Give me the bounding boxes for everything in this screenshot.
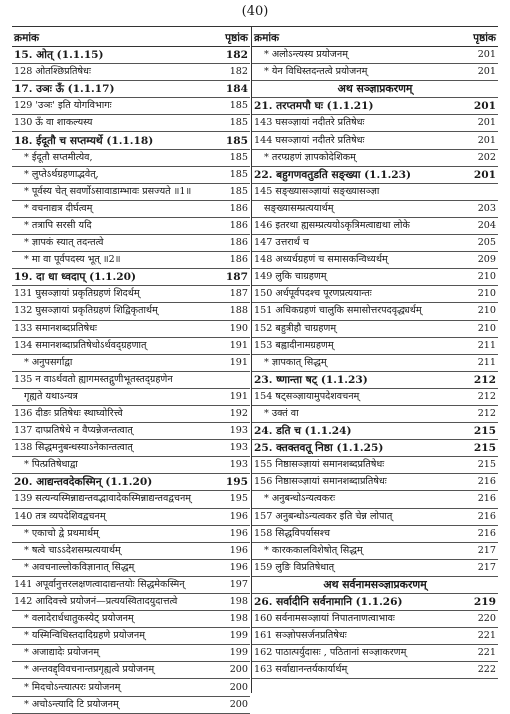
toc-row <box>252 526 498 543</box>
toc-entry-page: 193 <box>229 425 248 437</box>
toc-entry-text: * ज्ञापकात् सिद्धम् <box>264 356 327 368</box>
toc-entry-page: 191 <box>229 356 248 368</box>
toc-entry-page: 185 <box>229 151 248 163</box>
toc-entry-text: 20. आद्यन्तवदेकस्मिन् (1.1.20) <box>14 476 153 489</box>
toc-entry-text: 153 बह्वादीनामग्रहणम् <box>254 339 334 351</box>
toc-entry-text: 128 ओतश्छिप्रतिषेधः <box>14 66 91 78</box>
toc-entry-page: 182 <box>225 49 248 62</box>
toc-row <box>12 98 250 115</box>
toc-entry-page: 187 <box>229 288 248 300</box>
toc-row <box>252 440 498 457</box>
toc-row <box>12 321 250 338</box>
toc-entry-text: * अजाद्यादेः प्रयोजनम् <box>24 647 100 659</box>
toc-entry-page: 191 <box>229 339 248 351</box>
toc-entry-text: 132 घुसञ्ज्ञायां प्रकृतिग्रहणं शिद्विकृतार्थम् <box>14 305 158 317</box>
right-rows <box>252 47 498 679</box>
toc-entry-text: 162 पाठात्पर्युदासः , पठितानां सञ्ज्ञाकरणम् <box>254 647 407 659</box>
toc-entry-page: 186 <box>229 219 248 231</box>
toc-entry-page: 215 <box>477 459 496 471</box>
toc-entry-page: 210 <box>477 271 496 283</box>
toc-row <box>252 509 498 526</box>
toc-row <box>12 81 250 98</box>
toc-row <box>252 560 498 577</box>
section-banner-text: अथ सर्वनामसञ्ज्ञाप्रकरणम् <box>323 577 427 591</box>
toc-row <box>12 389 250 406</box>
toc-row <box>12 526 250 543</box>
left-header-serial: क्रमांक <box>14 32 40 44</box>
toc-entry-text: * अवचनाल्लोकविज्ञानात् सिद्धम् <box>24 561 135 573</box>
toc-entry-page: 187 <box>225 271 248 284</box>
toc-entry-page: 221 <box>477 630 496 642</box>
toc-row <box>12 303 250 320</box>
toc-row <box>12 440 250 457</box>
toc-entry-text: 137 दाप्प्रतिषेधे न वैप्यन्नेजन्तत्वात् <box>14 425 133 437</box>
toc-entry-page: 195 <box>225 476 248 489</box>
toc-entry-text: 25. क्तक्तवतू निष्ठा (1.1.25) <box>254 442 384 455</box>
toc-entry-text: 142 आदिवत्त्वे प्रयोजनं—प्रत्ययस्वितादयुदात्तत्वे <box>14 596 178 608</box>
toc-entry-text: * वचनाद्यत्र दीर्घत्वम् <box>24 202 93 214</box>
toc-entry-page: 201 <box>477 134 496 146</box>
toc-entry-text: 26. सर्वादीनि सर्वनामानि (1.1.26) <box>254 596 403 609</box>
toc-entry-page: 182 <box>229 66 248 78</box>
toc-entry-page: 188 <box>229 305 248 317</box>
toc-entry-text: * पित्प्रतिषेधाद्वा <box>24 459 78 471</box>
toc-entry-page: 220 <box>477 613 496 625</box>
toc-row <box>12 252 250 269</box>
toc-entry-page: 201 <box>473 168 496 181</box>
toc-row <box>252 47 498 64</box>
toc-entry-text: 139 सत्यन्यस्मिन्नाद्यन्तवद्भावादेकस्मिन्नाद्यन्तवद्वचनम् <box>14 493 192 505</box>
toc-entry-text: * लुप्तेऽर्थग्रहणाद्भवेत्, <box>24 168 99 180</box>
toc-entry-text: * पूर्वस्य चेत् सवर्णोऽसावाडाम्भावः प्रसज्यते ॥1॥ <box>24 185 192 197</box>
left-header <box>12 30 250 47</box>
toc-entry-text: * तरप्ग्रहणं ज्ञापकोदेशिकम् <box>264 151 356 163</box>
toc-entry-page: 221 <box>477 647 496 659</box>
toc-entry-text: 151 अधिकग्रहणं चालुकि समासोत्तरपदवृद्ध्यर्थम् <box>254 305 422 317</box>
toc-row <box>12 132 250 149</box>
toc-entry-page: 191 <box>229 390 248 402</box>
toc-entry-page: 186 <box>229 237 248 249</box>
toc-row <box>252 269 498 286</box>
toc-row <box>12 594 250 611</box>
toc-entry-text: 150 अर्धपूर्वपदश्च पूरणप्रत्ययान्तः <box>254 288 372 300</box>
toc-entry-text: 149 लुकि चाग्रहणम् <box>254 271 327 283</box>
toc-entry-text: 19. दा धा ध्वदाप् (1.1.20) <box>14 271 136 284</box>
right-column <box>252 30 498 693</box>
toc-entry-text: 146 इतरथा ह्यसम्प्रत्ययोऽकृत्रिमत्वाद्यथा लोके <box>254 219 410 231</box>
toc-row <box>12 679 250 696</box>
toc-row <box>252 628 498 645</box>
toc-row <box>252 167 498 184</box>
toc-entry-page: 201 <box>477 49 496 61</box>
toc-row <box>12 697 250 714</box>
toc-entry-page: 186 <box>229 202 248 214</box>
toc-entry-text: * अचोऽन्त्यादि टि प्रयोजनम् <box>24 698 119 710</box>
toc-row <box>12 47 250 64</box>
toc-entry-text: * यस्मिन्विधिस्तदादिग्रहणे प्रयोजनम् <box>24 630 145 642</box>
toc-row <box>252 303 498 320</box>
toc-row <box>12 115 250 132</box>
toc-entry-text: * अनुबन्धोऽन्यत्वकरः <box>264 493 336 505</box>
toc-entry-text: * अलोऽन्त्यस्य प्रयोजनम् <box>264 49 348 61</box>
toc-entry-text: 144 घसञ्ज्ञायां नदीतरे प्रतिषेधः <box>254 134 365 146</box>
top-rule <box>12 26 498 27</box>
toc-row <box>252 64 498 81</box>
toc-row <box>12 150 250 167</box>
right-header-page: पृष्ठांक <box>473 32 496 44</box>
toc-entry-page: 200 <box>229 681 248 693</box>
toc-row <box>12 184 250 201</box>
toc-entry-page: 212 <box>477 390 496 402</box>
toc-row <box>252 645 498 662</box>
toc-entry-page: 202 <box>477 151 496 163</box>
toc-entry-text: 22. बहुगणवतुडति सङ्ख्या (1.1.23) <box>254 168 412 181</box>
toc-entry-text: * येन विधिस्तदन्तत्वे प्रयोजनम् <box>264 66 368 78</box>
toc-row <box>12 577 250 594</box>
toc-entry-page: 185 <box>225 134 248 147</box>
toc-entry-text: * उक्तं वा <box>264 408 299 420</box>
section-banner-text: अथ सञ्ज्ञाप्रकरणम् <box>337 82 413 96</box>
toc-row <box>252 150 498 167</box>
toc-entry-text: 147 उत्तरार्थं च <box>254 237 309 249</box>
toc-entry-page: 216 <box>477 476 496 488</box>
toc-entry-text: सङ्ख्यासम्प्रत्ययार्थम् <box>264 202 334 214</box>
toc-entry-page: 199 <box>229 647 248 659</box>
toc-entry-page: 199 <box>229 630 248 642</box>
toc-entry-page: 200 <box>229 698 248 710</box>
toc-entry-text: * षत्वे चाऽऽदेशसम्प्रत्ययार्थम् <box>24 544 121 556</box>
toc-entry-page: 212 <box>473 373 496 386</box>
toc-entry-page: 198 <box>229 613 248 625</box>
toc-entry-text: 163 सर्वाद्यानन्तर्यकार्यार्थम् <box>254 664 348 676</box>
toc-entry-text: 130 ऊँ वा शाकल्यस्य <box>14 117 93 129</box>
toc-entry-page: 195 <box>229 493 248 505</box>
toc-row <box>252 184 498 201</box>
toc-row <box>12 560 250 577</box>
toc-entry-page: 216 <box>477 493 496 505</box>
toc-entry-text: 21. तरप्तमपौ घः (1.1.21) <box>254 100 374 113</box>
toc-row <box>12 269 250 286</box>
toc-row <box>252 611 498 628</box>
toc-row <box>12 491 250 508</box>
toc-entry-text: 136 दीङः प्रतिषेधः स्थाघ्वोरित्त्वे <box>14 408 123 420</box>
toc-entry-page: 211 <box>477 339 496 351</box>
toc-entry-page: 196 <box>229 544 248 556</box>
toc-entry-page: 216 <box>477 510 496 522</box>
toc-row <box>252 338 498 355</box>
toc-entry-text: 17. उञः ऊँ (1.1.17) <box>14 83 115 96</box>
toc-row <box>12 509 250 526</box>
toc-entry-text: 157 अनुबन्धोऽन्यत्वकर इति चेन्न लोपात् <box>254 510 393 522</box>
toc-entry-page: 210 <box>477 305 496 317</box>
toc-row <box>252 423 498 440</box>
toc-entry-text: 141 अपूर्वानुत्तरलक्षणत्वादाद्यन्तयोः सिद्धमेकस्मिन् <box>14 578 185 590</box>
toc-entry-text: 160 सर्वनामसञ्ज्ञायां निपातनाणत्वाभावः <box>254 613 395 625</box>
toc-entry-text: 148 अध्यर्धग्रहणं च समासकन्विध्यर्थम् <box>254 254 388 266</box>
toc-entry-text: 24. डति च (1.1.24) <box>254 425 352 438</box>
toc-entry-text: * कारककालविशेषोत् सिद्धम् <box>264 544 363 556</box>
toc-row <box>252 98 498 115</box>
toc-entry-text: * ईदूतौ सप्तमीत्येव, <box>24 151 93 163</box>
toc-entry-text: * अनुपसर्गाद्वा <box>24 356 73 368</box>
toc-row <box>12 64 250 81</box>
toc-row <box>12 457 250 474</box>
toc-row <box>252 543 498 560</box>
toc-entry-text: 140 तत्र व्यपदेशिवद्वचनम् <box>14 510 106 522</box>
toc-row <box>252 235 498 252</box>
toc-row <box>12 662 250 679</box>
toc-row <box>12 201 250 218</box>
toc-entry-page: 200 <box>229 664 248 676</box>
toc-entry-page: 185 <box>229 168 248 180</box>
toc-row <box>12 286 250 303</box>
toc-entry-text: 23. ष्णान्ता षट् (1.1.23) <box>254 373 368 386</box>
toc-entry-page: 201 <box>477 66 496 78</box>
toc-entry-text: 161 सञ्ज्ञोपसर्जनप्रतिषेधः <box>254 630 347 642</box>
toc-entry-page: 217 <box>477 561 496 573</box>
toc-entry-text: * अन्तवद्द्विवचनान्तप्रगृह्यत्वे प्रयोजनम् <box>24 664 155 676</box>
toc-entry-page: 210 <box>477 288 496 300</box>
toc-entry-page: 211 <box>477 356 496 368</box>
toc-row <box>252 474 498 491</box>
toc-entry-page: 185 <box>229 117 248 129</box>
right-header-serial: क्रमांक <box>254 32 280 44</box>
toc-entry-page: 193 <box>229 459 248 471</box>
section-banner <box>252 577 498 594</box>
toc-entry-text: 158 सिद्धविपर्यासश्च <box>254 527 330 539</box>
toc-entry-page: 193 <box>229 442 248 454</box>
section-banner <box>252 81 498 98</box>
left-rows <box>12 47 250 714</box>
toc-row <box>252 115 498 132</box>
toc-entry-text: 131 घुसञ्ज्ञायां प्रकृतिग्रहणं शिदर्थम् <box>14 288 140 300</box>
toc-entry-text: * एकाचो द्वे प्रथमार्थम् <box>24 527 99 539</box>
toc-entry-text: 134 समानशब्दाप्रतिषेधोऽर्थवद्ग्रहणात् <box>14 339 147 351</box>
toc-row <box>252 286 498 303</box>
toc-entry-page: 201 <box>473 100 496 113</box>
toc-row <box>12 235 250 252</box>
toc-row <box>12 611 250 628</box>
toc-entry-text: 138 सिद्धमनुबन्धस्याऽनेकान्तत्वात् <box>14 442 133 454</box>
left-column <box>12 30 250 710</box>
page-number: (40) <box>241 4 269 19</box>
toc-entry-text: 129 'उञः' इति योगविभागः <box>14 100 112 112</box>
toc-entry-text: 152 बहुत्रीहौ चाग्रहणम् <box>254 322 337 334</box>
left-header-page: पृष्ठांक <box>225 32 248 44</box>
toc-row <box>252 321 498 338</box>
toc-row <box>252 132 498 149</box>
toc-entry-text: गृह्यते यथाऽन्यत्र <box>24 390 78 402</box>
toc-entry-page: 192 <box>229 408 248 420</box>
toc-entry-page: 196 <box>229 527 248 539</box>
toc-entry-page: 201 <box>477 117 496 129</box>
toc-row <box>12 406 250 423</box>
toc-entry-page: 215 <box>473 442 496 455</box>
toc-entry-page: 217 <box>477 544 496 556</box>
toc-entry-page: 185 <box>229 185 248 197</box>
toc-entry-text: 15. ओत् (1.1.15) <box>14 49 104 62</box>
toc-entry-page: 190 <box>229 322 248 334</box>
toc-row <box>252 457 498 474</box>
toc-entry-text: * वलादेरार्धधातुकस्येट् प्रयोजनम् <box>24 613 134 625</box>
toc-row <box>12 167 250 184</box>
toc-row <box>12 372 250 389</box>
toc-row <box>12 338 250 355</box>
toc-entry-text: * ज्ञापकं स्यात् तदन्तत्वे <box>24 237 104 249</box>
toc-entry-page: 184 <box>225 83 248 96</box>
toc-entry-text: 155 निष्ठासञ्ज्ञायां समानशब्दप्रतिषेधः <box>254 459 385 471</box>
toc-entry-page: 203 <box>477 202 496 214</box>
toc-entry-page: 215 <box>473 425 496 438</box>
toc-entry-page: 216 <box>477 527 496 539</box>
toc-row <box>12 628 250 645</box>
toc-entry-page: 185 <box>229 100 248 112</box>
toc-row <box>252 406 498 423</box>
toc-entry-text: 145 सङ्ख्यासञ्ज्ञायां सङ्ख्यासञ्ज्ञा <box>254 185 380 197</box>
toc-row <box>252 372 498 389</box>
toc-entry-page: 196 <box>229 510 248 522</box>
toc-row <box>252 594 498 611</box>
toc-row <box>252 389 498 406</box>
toc-entry-page: 212 <box>477 408 496 420</box>
toc-row <box>252 662 498 679</box>
toc-entry-page: 197 <box>229 578 248 590</box>
right-header <box>252 30 498 47</box>
toc-entry-text: 18. ईदूतौ च सप्तम्यर्थे (1.1.18) <box>14 134 154 147</box>
toc-entry-text: * तत्रापि सरसी यदि <box>24 219 92 231</box>
toc-entry-page: 222 <box>477 664 496 676</box>
toc-entry-page: 186 <box>229 254 248 266</box>
toc-row <box>12 543 250 560</box>
toc-entry-text: 159 लुङि विप्रतिषेधात् <box>254 561 335 573</box>
toc-entry-page: 210 <box>477 322 496 334</box>
toc-entry-page: 209 <box>477 254 496 266</box>
toc-row <box>252 218 498 235</box>
toc-row <box>12 423 250 440</box>
toc-entry-text: 154 षट्सञ्ज्ञायामुपदेशवचनम् <box>254 390 360 402</box>
toc-entry-text: * मिदचोऽन्त्यात्परः प्रयोजनम् <box>24 681 121 693</box>
toc-row <box>252 491 498 508</box>
toc-entry-text: 156 निष्ठासञ्ज्ञायां समानशब्दाप्रतिषेधः <box>254 476 387 488</box>
toc-row <box>12 645 250 662</box>
toc-row <box>252 201 498 218</box>
toc-row <box>12 474 250 491</box>
toc-entry-page: 204 <box>477 219 496 231</box>
toc-entry-page: 198 <box>229 596 248 608</box>
toc-entry-text: 143 घसञ्ज्ञायां नदीतरे प्रतिषेधः <box>254 117 365 129</box>
toc-entry-page: 219 <box>473 596 496 609</box>
toc-entry-text: 135 न वाऽर्थवतो ह्यागमस्तद्गुणीभूतस्तद्ग्रहणेन <box>14 373 173 385</box>
toc-entry-page: 196 <box>229 561 248 573</box>
toc-row <box>12 355 250 372</box>
toc-row <box>252 252 498 269</box>
toc-entry-page: 205 <box>477 237 496 249</box>
toc-row <box>12 218 250 235</box>
toc-entry-text: * मा वा पूर्वपदस्य भूत् ॥2॥ <box>24 254 121 266</box>
toc-row <box>252 355 498 372</box>
toc-entry-text: 133 समानशब्दप्रतिषेधः <box>14 322 98 334</box>
